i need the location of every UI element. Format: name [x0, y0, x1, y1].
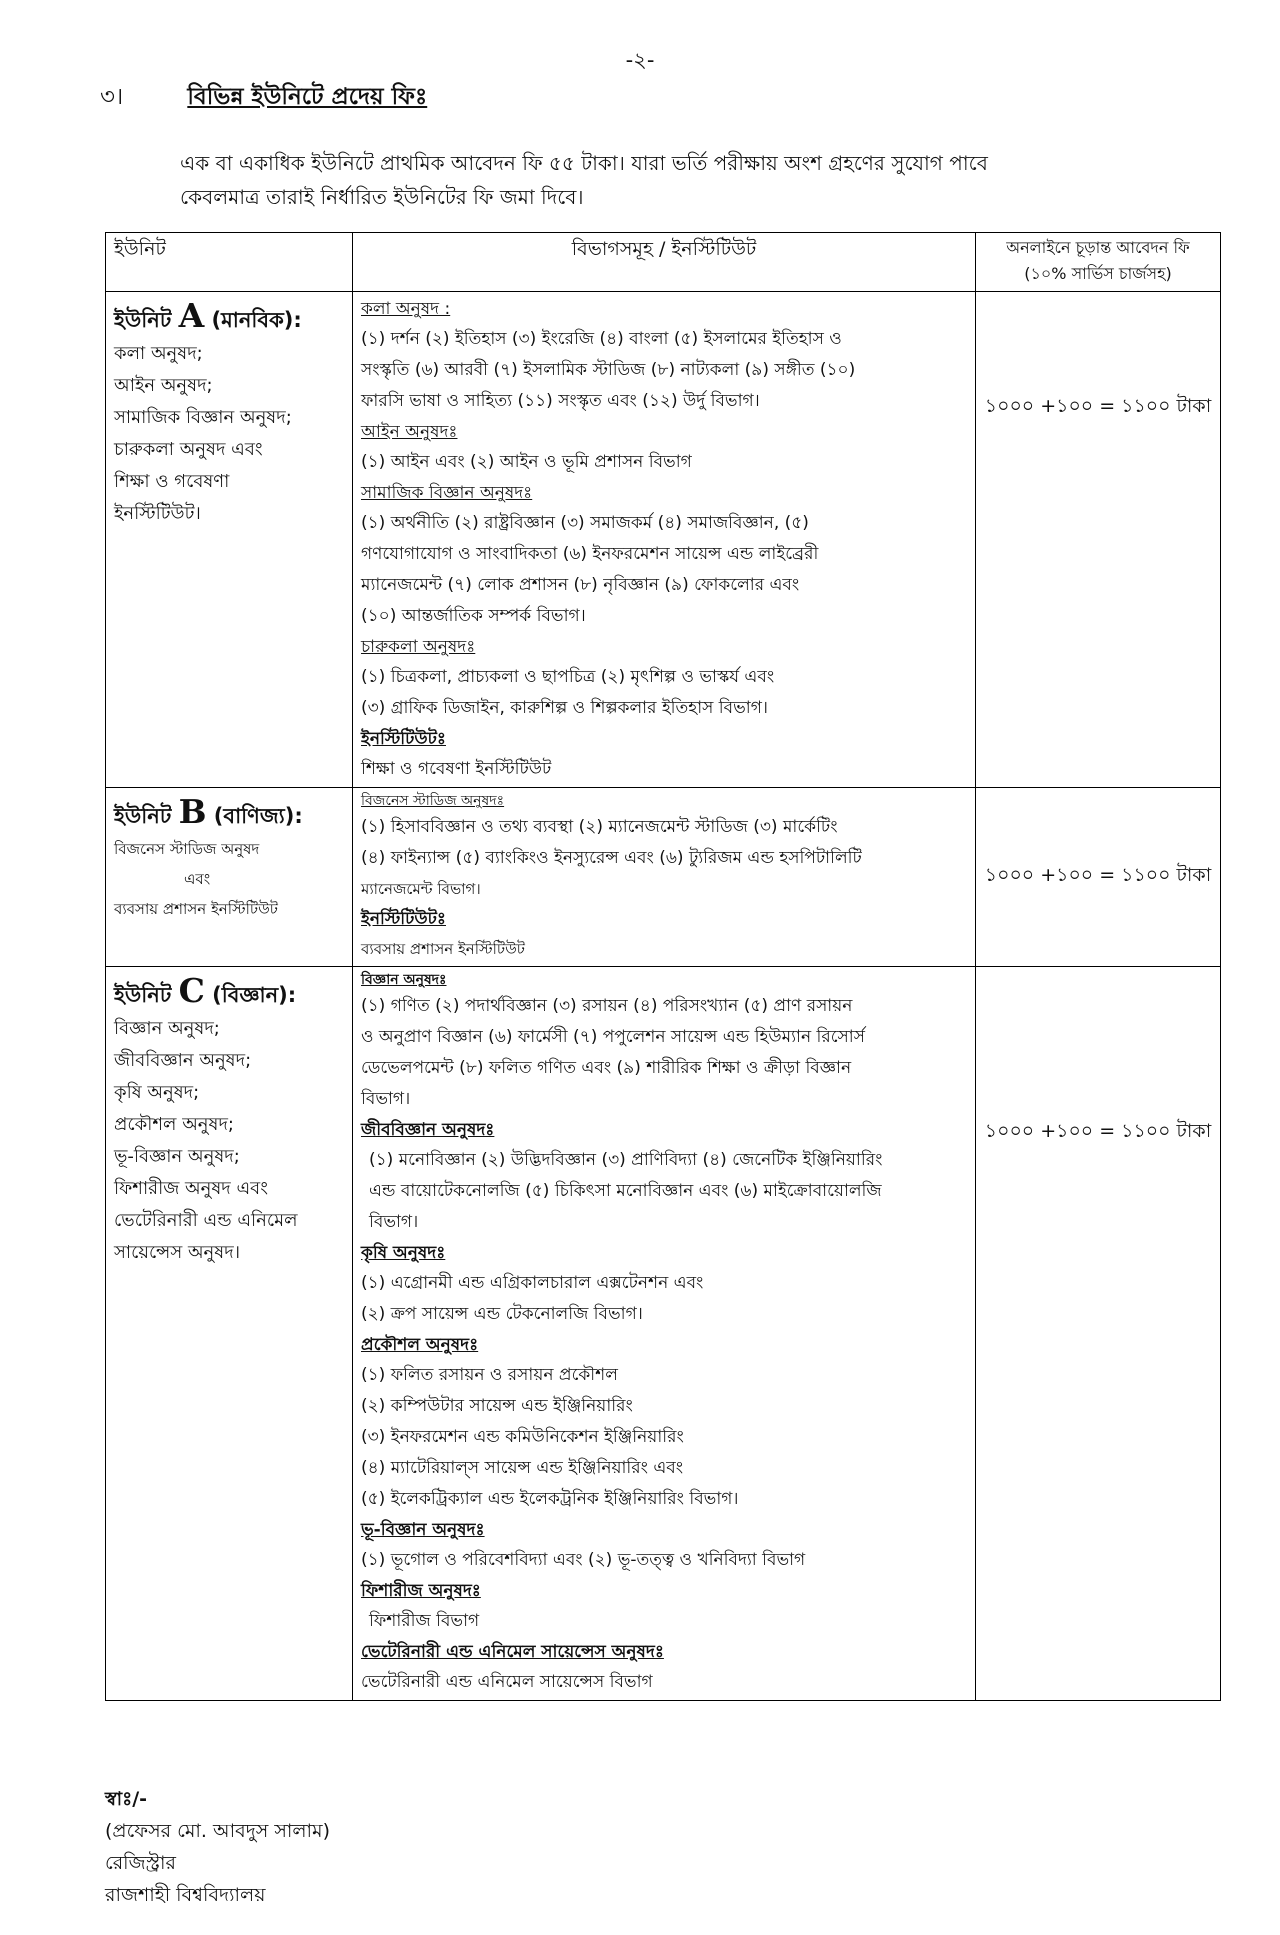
dept-line: ভেটেরিনারী এন্ড এনিমেল সায়েন্সেস বিভাগ [361, 1672, 653, 1692]
intro-line: কেবলমাত্র তারাই নির্ধারিত ইউনিটের ফি জমা দিবে। [180, 185, 584, 209]
unit-a-cell [106, 292, 353, 788]
unit-sub-item: ব্যবসায় প্রশাসন ইনস্টিটিউট [114, 900, 278, 918]
dept-line: (১০) আন্তর্জাতিক সম্পর্ক বিভাগ। [361, 606, 586, 626]
dept-line: (১) অর্থনীতি (২) রাষ্ট্রবিজ্ঞান (৩) সমাজকর্ম (৪) সমাজবিজ্ঞান, (৫) [361, 513, 809, 533]
unit-b-departments [353, 788, 976, 967]
header-unit: ইউনিট [106, 233, 353, 292]
dept-line: (১) এগ্রোনমী এন্ড এগ্রিকালচারাল এক্সটেনশন এবং [361, 1273, 704, 1293]
unit-sub-item: এবং [184, 870, 211, 888]
signature-block [105, 1783, 330, 1911]
dept-line: ম্যানেজমেন্ট বিভাগ। [361, 880, 481, 898]
signature-mark: স্বাঃ/- [105, 1788, 148, 1810]
section-heading [100, 78, 427, 117]
dept-line: ডেভেলপমেন্ট (৮) ফলিত গণিত এবং (৯) শারীরিক শিক্ষা ও ক্রীড়া বিজ্ঞান [361, 1058, 852, 1078]
header-fee-line: অনলাইনে চূড়ান্ত আবেদন ফি [1006, 238, 1190, 257]
faculty-title: কৃষি অনুষদঃ [361, 1243, 446, 1263]
unit-sub-item: বিজ্ঞান অনুষদ; [114, 1018, 220, 1039]
dept-line: (৪) ফাইন্যান্স (৫) ব্যাংকিংও ইনস্যুরেন্স এবং (৬) ট্যুরিজম এন্ড হসপিটালিটি [361, 848, 862, 868]
faculty-title: সামাজিক বিজ্ঞান অনুষদঃ [361, 483, 533, 503]
faculty-title: প্রকৌশল অনুষদঃ [361, 1335, 479, 1355]
unit-sub-item: কলা অনুষদ; [114, 343, 203, 364]
dept-line: (১) দর্শন (২) ইতিহাস (৩) ইংরেজি (৪) বাংলা (৫) ইসলামের ইতিহাস ও [361, 329, 842, 349]
header-departments: বিভাগসমূহ / ইনস্টিটিউট [353, 233, 976, 292]
unit-sub-item: প্রকৌশল অনুষদ; [114, 1114, 234, 1135]
intro-line: এক বা একাধিক ইউনিটে প্রাথমিক আবেদন ফি ৫৫ টাকা। যারা ভর্তি পরীক্ষায় অংশ গ্রহণের সুযোগ পাবে [180, 151, 988, 175]
unit-letter: B [178, 792, 207, 831]
header-fee-line: (১০% সার্ভিস চার্জসহ) [1024, 264, 1172, 283]
unit-letter: A [178, 296, 205, 335]
unit-b-fee: ১০০০ +১০০ = ১১০০ টাকা [976, 788, 1221, 967]
section-title: বিভিন্ন ইউনিটে প্রদেয় ফিঃ [187, 84, 428, 110]
faculty-title: ভেটেরিনারী এন্ড এনিমেল সায়েন্সেস অনুষদঃ [361, 1642, 664, 1662]
dept-line: এন্ড বায়োটেকনোলজি (৫) চিকিৎসা মনোবিজ্ঞান এবং (৬) মাইক্রোবায়োলজি [369, 1181, 882, 1201]
dept-line: (১) গণিত (২) পদার্থবিজ্ঞান (৩) রসায়ন (৪) পরিসংখ্যান (৫) প্রাণ রসায়ন [361, 996, 853, 1016]
faculty-title: ইনস্টিটিউটঃ [361, 729, 446, 749]
unit-sub-item: ভেটেরিনারী এন্ড এনিমেল [114, 1210, 298, 1231]
fee-table [105, 232, 1221, 1701]
dept-line: (৩) গ্রাফিক ডিজাইন, কারুশিল্প ও শিল্পকলার ইতিহাস বিভাগ। [361, 698, 768, 718]
dept-line: বিভাগ। [369, 1212, 419, 1232]
unit-name-prefix: ইউনিট [114, 804, 179, 828]
unit-c-departments [353, 967, 976, 1701]
unit-b-cell [106, 788, 353, 967]
unit-a-name [114, 298, 344, 338]
dept-line: ম্যানেজমেন্ট (৭) লোক প্রশাসন (৮) নৃবিজ্ঞান (৯) ফোকলোর এবং [361, 575, 800, 595]
dept-line: ফিশারীজ বিভাগ [369, 1611, 480, 1631]
header-fee [976, 233, 1221, 292]
dept-line: (৪) ম্যাটেরিয়াল্‌স সায়েন্স এন্ড ইঞ্জিনিয়ারিং এবং [361, 1458, 684, 1478]
table-row-unit-b [106, 788, 1221, 967]
dept-line: (৫) ইলেকট্রিক্যাল এন্ড ইলেকট্রনিক ইঞ্জিনিয়ারিং বিভাগ। [361, 1489, 739, 1509]
unit-sub-item: বিজনেস স্টাডিজ অনুষদ [114, 840, 260, 858]
unit-a-departments [353, 292, 976, 788]
unit-c-name [114, 973, 344, 1013]
dept-line: (১) চিত্রকলা, প্রাচ্যকলা ও ছাপচিত্র (২) মৃৎশিল্প ও ভাস্কর্য এবং [361, 667, 775, 687]
dept-line: (২) ক্রপ সায়েন্স এন্ড টেকনোলজি বিভাগ। [361, 1304, 643, 1324]
dept-line: শিক্ষা ও গবেষণা ইনস্টিটিউট [361, 759, 552, 779]
unit-sub-item: ইনস্টিটিউট। [114, 503, 201, 524]
table-row-unit-c [106, 967, 1221, 1701]
unit-name-suffix: (বিজ্ঞান): [204, 983, 297, 1007]
dept-line: (২) কম্পিউটার সায়েন্স এন্ড ইঞ্জিনিয়ারিং [361, 1396, 633, 1416]
faculty-title: ফিশারীজ অনুষদঃ [361, 1581, 481, 1601]
unit-c-cell [106, 967, 353, 1701]
faculty-title: চারুকলা অনুষদঃ [361, 637, 476, 657]
unit-sub-item: চারুকলা অনুষদ এবং [114, 439, 263, 460]
faculty-title: জীববিজ্ঞান অনুষদঃ [361, 1120, 495, 1140]
unit-c-fee: ১০০০ +১০০ = ১১০০ টাকা [976, 967, 1221, 1701]
faculty-title: বিজনেস স্টাডিজ অনুষদঃ [361, 793, 505, 809]
unit-name-prefix: ইউনিট [114, 308, 179, 332]
table-row-unit-a [106, 292, 1221, 788]
unit-a-fee: ১০০০ +১০০ = ১১০০ টাকা [976, 292, 1221, 788]
signatory-designation: রেজিস্ট্রার [105, 1852, 176, 1874]
table-header-row [106, 233, 1221, 292]
unit-sub-item: সায়েন্সেস অনুষদ। [114, 1242, 241, 1263]
dept-line: বিভাগ। [361, 1089, 411, 1109]
faculty-title: বিজ্ঞান অনুষদঃ [361, 972, 447, 988]
unit-sub-item: শিক্ষা ও গবেষণা [114, 471, 230, 492]
unit-b-name [114, 794, 344, 834]
dept-line: ও অনুপ্রাণ বিজ্ঞান (৬) ফার্মেসী (৭) পপুলেশন সায়েন্স এন্ড হিউম্যান রিসোর্স [361, 1027, 865, 1047]
dept-line: (১) ভূগোল ও পরিবেশবিদ্যা এবং (২) ভূ-তত্ত্ব ও খনিবিদ্যা বিভাগ [361, 1550, 806, 1570]
dept-line: ব্যবসায় প্রশাসন ইনস্টিটিউট [361, 940, 525, 958]
faculty-title: ভূ-বিজ্ঞান অনুষদঃ [361, 1520, 485, 1540]
dept-line: গণযোগাযোগ ও সাংবাদিকতা (৬) ইনফরমেশন সায়েন্স এন্ড লাইব্রেরী [361, 544, 819, 564]
signatory-name: (প্রফেসর মো. আবদুস সালাম) [105, 1820, 331, 1842]
intro-paragraph [180, 146, 1220, 214]
unit-sub-item: কৃষি অনুষদ; [114, 1082, 200, 1103]
faculty-title: কলা অনুষদ : [361, 299, 451, 319]
page-number: -২- [625, 48, 655, 72]
unit-sub-item: ভূ-বিজ্ঞান অনুষদ; [114, 1146, 240, 1167]
unit-sub-item: জীববিজ্ঞান অনুষদ; [114, 1050, 252, 1071]
faculty-title: আইন অনুষদঃ [361, 422, 458, 442]
signatory-institution: রাজশাহী বিশ্ববিদ্যালয় [105, 1884, 266, 1906]
dept-line: (১) হিসাববিজ্ঞান ও তথ্য ব্যবস্থা (২) ম্যানেজমেন্ট স্টাডিজ (৩) মার্কেটিং [361, 817, 838, 837]
unit-sub-item: সামাজিক বিজ্ঞান অনুষদ; [114, 407, 292, 428]
unit-name-suffix: (বাণিজ্য): [206, 804, 303, 828]
unit-sub-item: আইন অনুষদ; [114, 375, 213, 396]
faculty-title: ইনস্টিটিউটঃ [361, 909, 446, 929]
dept-line: (১) মনোবিজ্ঞান (২) উদ্ভিদবিজ্ঞান (৩) প্রাণিবিদ্যা (৪) জেনেটিক ইঞ্জিনিয়ারিং [369, 1150, 883, 1170]
dept-line: (১) আইন এবং (২) আইন ও ভূমি প্রশাসন বিভাগ [361, 452, 692, 472]
dept-line: সংস্কৃতি (৬) আরবী (৭) ইসলামিক স্টাডিজ (৮) নাট্যকলা (৯) সঙ্গীত (১০) [361, 360, 856, 380]
unit-sub-item: ফিশারীজ অনুষদ এবং [114, 1178, 268, 1199]
unit-name-suffix: (মানবিক): [204, 308, 302, 332]
dept-line: ফারসি ভাষা ও সাহিত্য (১১) সংস্কৃত এবং (১২) উর্দু বিভাগ। [361, 391, 760, 411]
unit-letter: C [178, 971, 205, 1010]
dept-line: (৩) ইনফরমেশন এন্ড কমিউনিকেশন ইঞ্জিনিয়ারিং [361, 1427, 684, 1447]
section-number: ৩। [100, 84, 124, 110]
unit-name-prefix: ইউনিট [114, 983, 179, 1007]
dept-line: (১) ফলিত রসায়ন ও রসায়ন প্রকৌশল [361, 1365, 618, 1385]
